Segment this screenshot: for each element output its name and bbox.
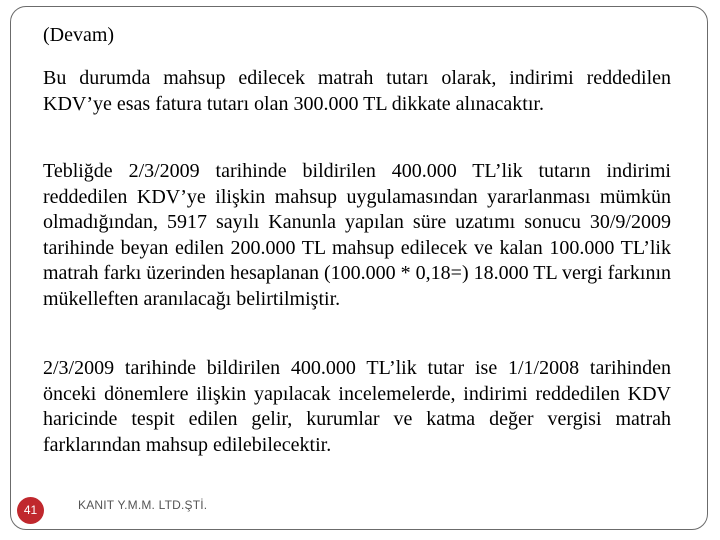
paragraph-2: Tebliğde 2/3/2009 tarihinde bildirilen 400.000 TL’lik tutarın indirimi reddedilen KDV’ye ilişkin mahsup uygulamasından yararlanması mümkün olmadığından, 5917 sayılı Kanunla yapılan süre uzatımı sonucu 30/9/2009 tarihinde beyan edilen 200.000 TL mahsup edilecek ve kalan 100.000 TL’lik matrah farkı üzerinden hesaplanan (100.000 * 0,18=) 18.000 TL vergi farkının mükelleften aranılacağı belirtilmiştir. <box>43 160 671 310</box>
paragraph-3: 2/3/2009 tarihinde bildirilen 400.000 TL’lik tutar ise 1/1/2008 tarihinden önceki dönemlere ilişkin yapılacak incelemelerde, indirimi reddedilen KDV haricinde tespit edilen gelir, kurumlar ve katma değer vergisi matrah farklarından mahsup edilebilecektir. <box>43 357 671 456</box>
footer-company-name: KANIT Y.M.M. LTD.ŞTİ. <box>78 498 208 512</box>
paragraph-1: Bu durumda mahsup edilecek matrah tutarı olarak, indirimi reddedilen KDV’ye esas fatura tutarı olan 300.000 TL dikkate alınacaktır. <box>43 67 671 115</box>
page-number-badge: 41 <box>17 497 44 524</box>
slide-heading: (Devam) <box>43 24 115 46</box>
